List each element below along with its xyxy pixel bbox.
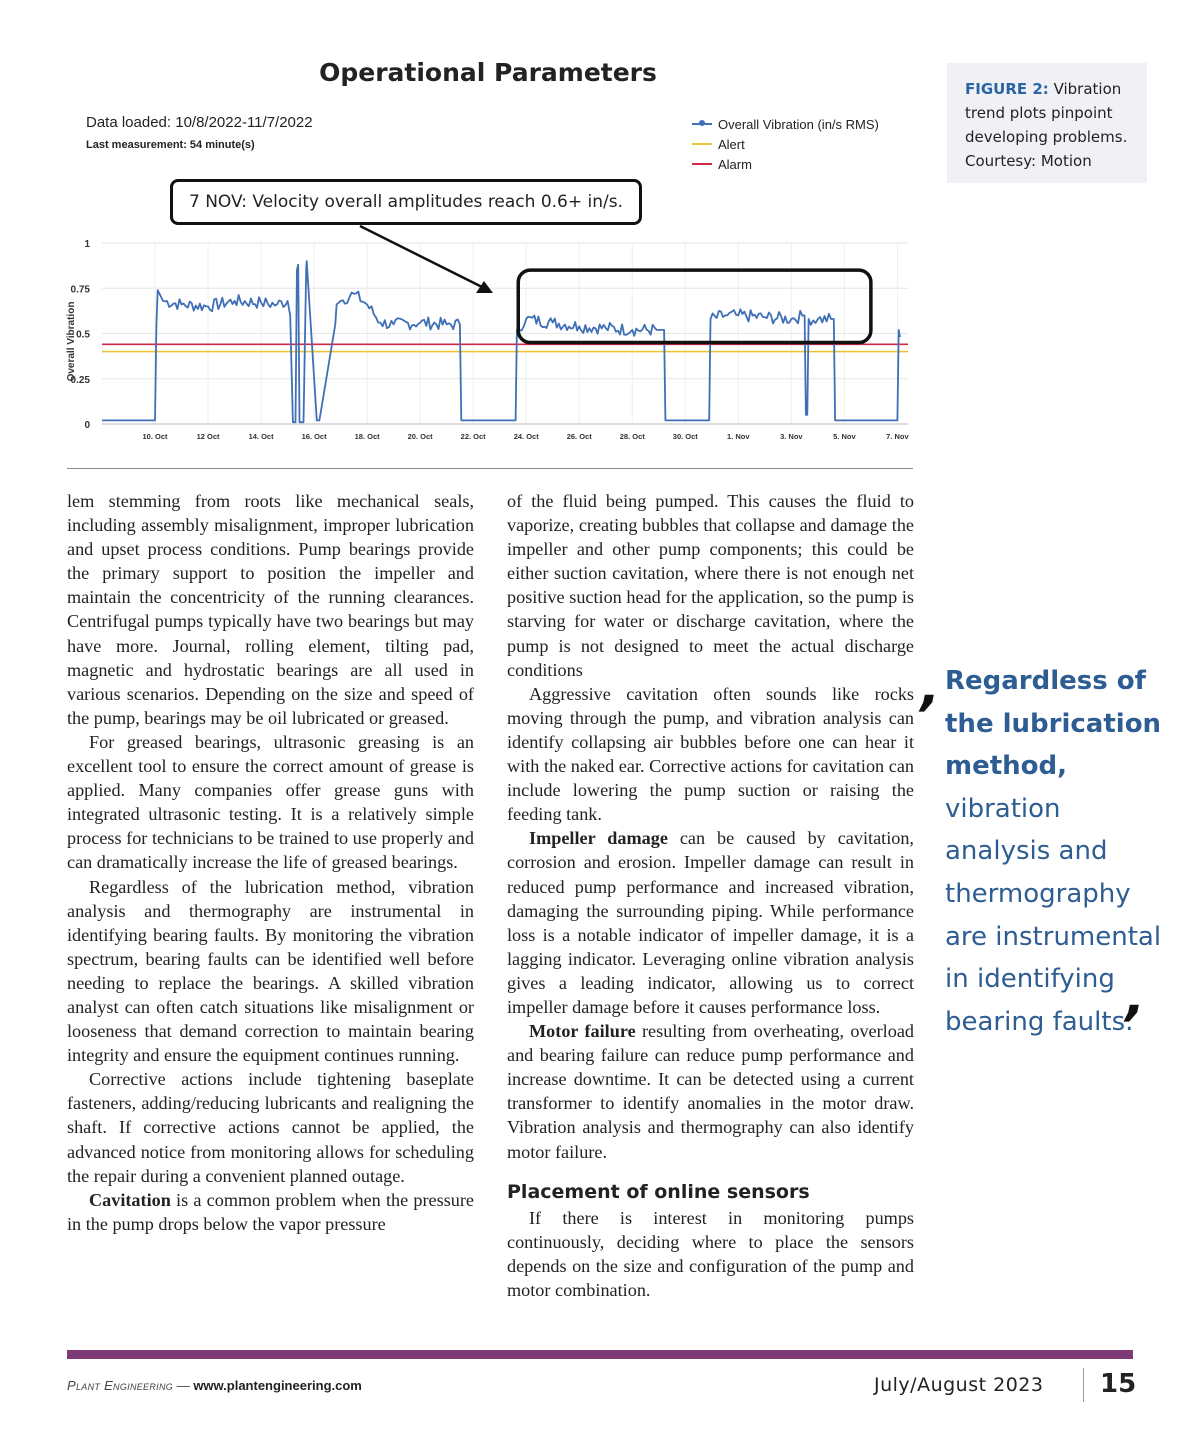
footer-dash: — — [173, 1378, 194, 1393]
close-quote-icon: ‚ — [1118, 965, 1153, 1028]
figure-caption — [947, 63, 1147, 183]
legend-line-icon — [692, 143, 712, 145]
y-tick-label: 0.5 — [76, 329, 90, 341]
y-tick-label: 0.25 — [70, 374, 90, 386]
legend-line-icon — [692, 163, 712, 165]
paragraph: For greased bearings, ultrasonic greasing is an excellent tool to ensure the correct amount of grease is applied. Many companies offer grease guns with integrated ultrasonic testing. It is a relatively simple process for technicians to be trained to use properly and can dramatically increase the life of greased bearings. — [67, 731, 474, 873]
pull-quote-bold: Regardless of the lubrication method, — [945, 666, 1162, 782]
legend-label: Alarm — [718, 156, 752, 172]
x-tick-label: 18. Oct — [354, 432, 380, 441]
paragraph — [67, 1188, 474, 1236]
x-tick-label: 20. Oct — [407, 432, 433, 441]
callout-arrow-line — [360, 226, 484, 288]
chart-legend — [692, 114, 879, 174]
x-tick-label: 5. Nov — [833, 432, 856, 441]
legend-line-marker-icon — [692, 123, 712, 125]
footer-rule — [67, 1350, 1133, 1359]
x-tick-label: 22. Oct — [460, 432, 486, 441]
x-tick-label: 16. Oct — [301, 432, 327, 441]
x-tick-label: 12 Oct — [196, 432, 220, 441]
vibration-trend-chart — [60, 50, 916, 450]
y-tick-label: 0 — [84, 420, 90, 431]
x-tick-label: 14. Oct — [248, 432, 274, 441]
paragraph — [507, 826, 914, 1019]
highlight-box — [518, 270, 871, 342]
paragraph: of the fluid being pumped. This causes the fluid to vaporize, creating bubbles that collapse and damage the impeller and other pump components; this could be either suction cavitation, where there is not enough net positive suction head for the application, so the pump is starving for water or discharge cavitation, where the pump is not designed to meet the actual discharge conditions — [507, 491, 914, 680]
article-column-1 — [67, 489, 474, 1236]
caption-text: Vibration trend plots pinpoint developing problems. Courtesy: Motion — [965, 80, 1128, 170]
legend-item-alarm — [692, 154, 879, 174]
pull-quote-text: vibration analysis and thermography are instrumental in identifying bearing faults. — [945, 793, 1162, 1037]
legend-item-alert — [692, 134, 879, 154]
term-bold: Cavitation — [89, 1189, 171, 1210]
x-tick-label: 3. Nov — [780, 432, 803, 441]
figure-divider — [67, 468, 913, 469]
x-tick-label: 10. Oct — [142, 432, 168, 441]
x-tick-label: 26. Oct — [566, 432, 592, 441]
paragraph-text: is a common problem when the pressure in the pump drops below the vapor pressure — [67, 1189, 474, 1234]
paragraph-text: can be caused by cavitation, corrosion and erosion. Impeller damage can result in reduced pump performance and increased vibration, damaging the surrounding piping. While performance loss is a notable indicator of impeller damage, it is a lagging indicator. Leveraging online vibration analysis gives a leading indicator, allowing us to correct impeller damage before it causes performance loss. — [507, 828, 914, 1017]
publication-url: www.plantengineering.com — [193, 1378, 362, 1393]
paragraph: Regardless of the lubrication method, vibration analysis and thermography are instrumental in identifying bearing faults. By monitoring the vibration spectrum, bearing faults can be identified well before needing to replace the bearings. A skilled vibration analyst can often catch situations like misalignment or looseness that demand correction to maintain bearing integrity and ensure the equipment continues running. — [67, 876, 474, 1066]
chart-callout: 7 NOV: Velocity overall amplitudes reach 0.6+ in/s. — [170, 179, 642, 225]
x-tick-label: 24. Oct — [513, 432, 539, 441]
article-column-2 — [507, 489, 914, 1302]
x-tick-label: 7. Nov — [886, 432, 909, 441]
y-tick-label: 0.75 — [70, 284, 90, 296]
issue-date: July/August 2023 — [874, 1374, 1044, 1396]
term-bold: Motor failure — [529, 1021, 636, 1042]
x-tick-label: 30. Oct — [672, 432, 698, 441]
legend-item-vibration — [692, 114, 879, 134]
paragraph: If there is interest in monitoring pumps continuously, deciding where to place the sensors depends on the size and configuration of the pump and motor combination. — [507, 1207, 914, 1300]
y-axis-label: Overall Vibration — [66, 301, 77, 382]
legend-label: Overall Vibration (in/s RMS) — [718, 116, 879, 132]
data-loaded-text: Data loaded: 10/8/2022-11/7/2022 — [86, 114, 313, 131]
figure-2 — [60, 50, 916, 450]
paragraph: Corrective actions include tightening baseplate fasteners, adding/reducing lubricants and realigning the shaft. If corrective actions cannot be applied, the advanced notice from monitoring allows for scheduling the repair during a convenient planned outage. — [67, 1069, 474, 1186]
chart-title: Operational Parameters — [319, 58, 657, 87]
open-quote-icon: ‚ — [913, 655, 948, 718]
caption-label: FIGURE 2: — [965, 80, 1049, 98]
term-bold: Impeller damage — [529, 828, 668, 849]
paragraph: lem stemming from roots like mechanical seals, including assembly misalignment, improper lubrication and upset process conditions. Pump bearings provide the primary support to position the impeller and maintain the concentricity of the running clearances. Centrifugal pumps typically have two bearings but may have more. Journal, rolling element, tilting pad, magnetic and hydrostatic bearings are all used in various scenarios. Depending on the size and speed of the pump, bearings may be oil lubricated or greased. — [67, 491, 474, 728]
section-heading: Placement of online sensors — [507, 1180, 810, 1203]
paragraph — [507, 1019, 914, 1164]
callout-arrowhead-icon — [476, 281, 493, 293]
footer-publication — [67, 1378, 362, 1393]
last-measurement-text: Last measurement: 54 minute(s) — [86, 139, 255, 151]
publication-name: Plant Engineering — [67, 1378, 174, 1393]
legend-label: Alert — [718, 136, 745, 152]
page-number: 15 — [1100, 1369, 1137, 1399]
y-tick-label: 1 — [84, 239, 90, 250]
paragraph: Aggressive cavitation often sounds like rocks moving through the pump, and vibration analysis can identify collapsing air bubbles before one can hear it with the naked ear. Corrective actions for cavitation can include lowering the pump suction or raising the feeding tank. — [507, 683, 914, 825]
footer-divider — [1083, 1368, 1084, 1402]
x-tick-label: 1. Nov — [727, 432, 750, 441]
x-tick-label: 28. Oct — [619, 432, 645, 441]
paragraph-text: resulting from overheating, overload and bearing failure can reduce pump performance and increase downtime. It can be detected using a current transformer to identify anomalies in the motor draw. Vibration analysis and thermography can also identify motor failure. — [507, 1021, 914, 1162]
